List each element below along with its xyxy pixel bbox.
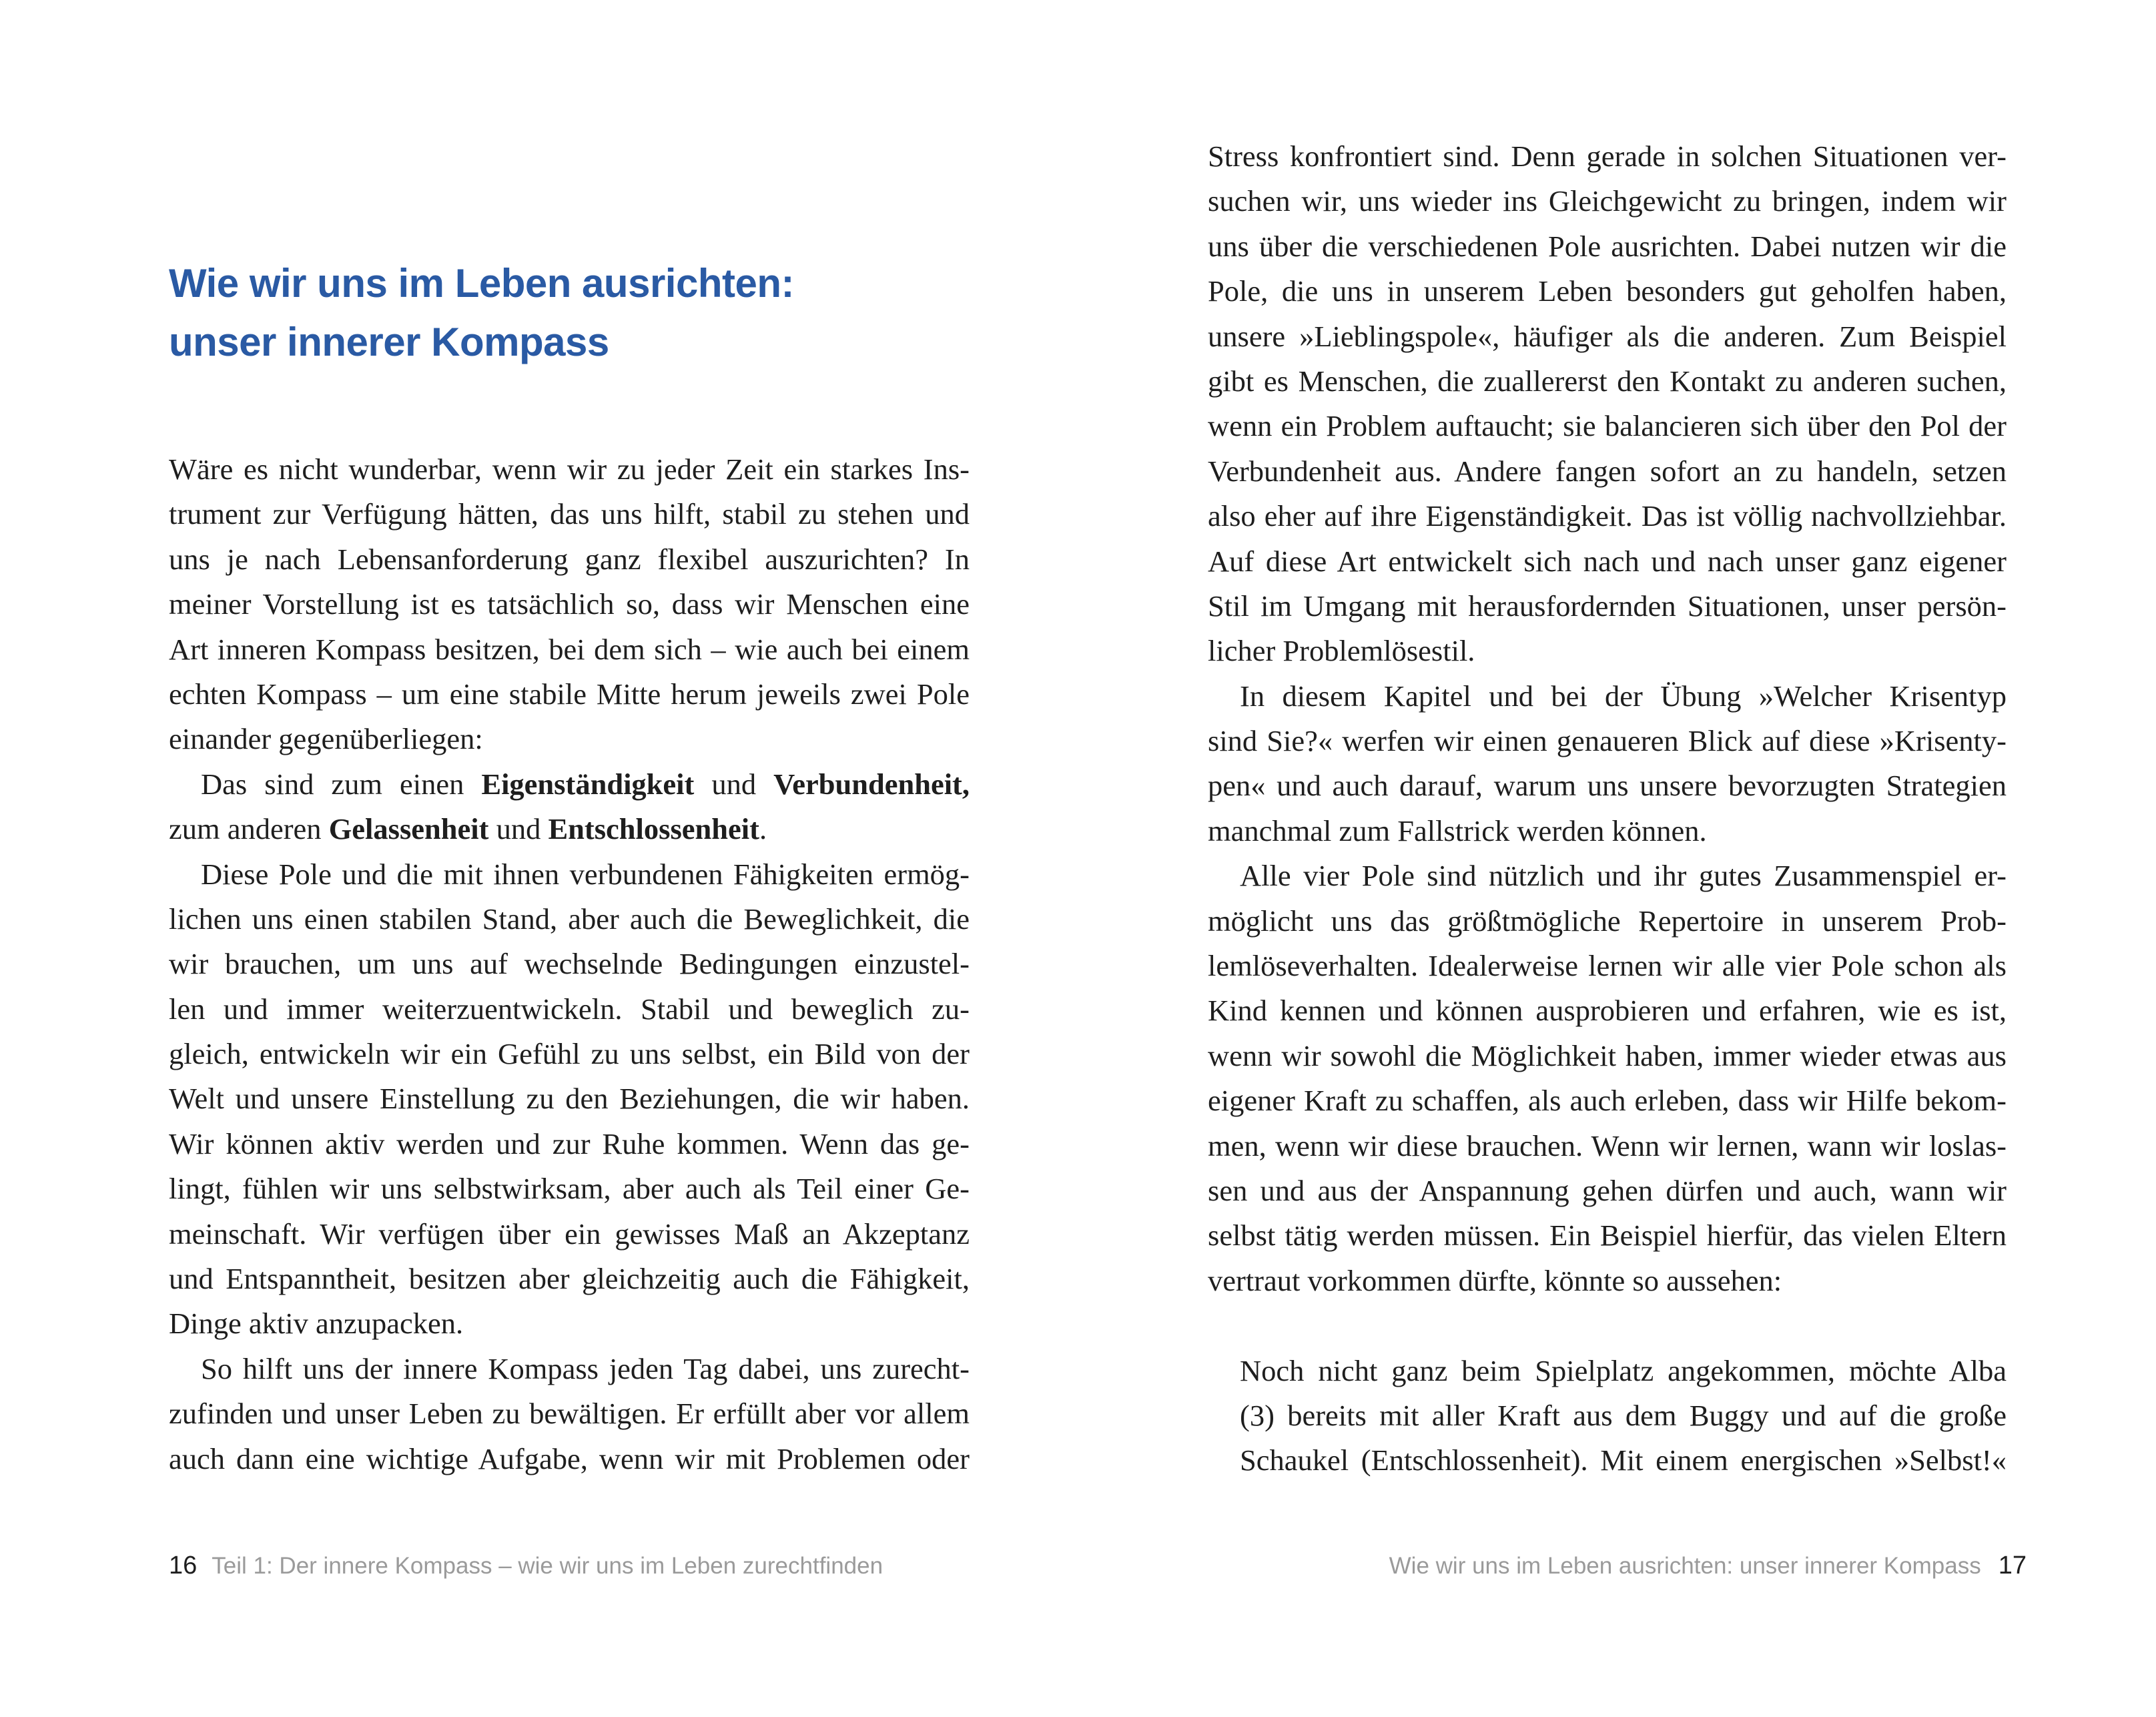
text-line: und Entspanntheit, besitzen aber gleichzeitig auch die Fähigkeit, [169, 1262, 970, 1296]
text-line: In diesem Kapitel und bei der Übung »Welcher Krisentyp [1240, 679, 2007, 713]
text-line: Auf diese Art entwickelt sich nach und nach unser ganz eigener [1208, 544, 2007, 578]
text-line: Stress konfrontiert sind. Denn gerade in solchen Situationen ver- [1208, 139, 2007, 173]
text-line: suchen wir, uns wieder ins Gleichgewicht zu bringen, indem wir [1208, 184, 2007, 218]
text-line: Wäre es nicht wunderbar, wenn wir zu jeder Zeit ein starkes Ins- [169, 452, 970, 486]
text-line: gleich, entwickeln wir ein Gefühl zu uns selbst, ein Bild von der [169, 1037, 970, 1071]
text-line: wenn wir sowohl die Möglichkeit haben, immer wieder etwas aus [1208, 1038, 2007, 1072]
text-line: So hilft uns der innere Kompass jeden Tag dabei, uns zurecht- [201, 1351, 970, 1385]
text-line: meinschaft. Wir verfügen über ein gewisses Maß an Akzeptanz [169, 1217, 970, 1251]
text-line: auch dann eine wichtige Aufgabe, wenn wir mit Problemen oder [169, 1441, 970, 1475]
text-line: men, wenn wir diese brauchen. Wenn wir lernen, wann wir loslas- [1208, 1128, 2007, 1162]
text-line: wir brauchen, um uns auf wechselnde Bedingungen einzustel- [169, 947, 970, 981]
text-line: Pole, die uns in unserem Leben besonders gut geholfen haben, [1208, 274, 2007, 308]
text-line: lemlöseverhalten. Idealerweise lernen wir alle vier Pole schon als [1208, 949, 2007, 983]
term-verbundenheit: Verbundenheit, [773, 767, 970, 801]
running-title: Wie wir uns im Leben ausrichten: unser innerer Kompass [1389, 1553, 1981, 1579]
text-line: Dinge aktiv anzupacken. [169, 1307, 464, 1341]
text-line: len und immer weiterzuentwickeln. Stabil und beweglich zu- [169, 992, 970, 1026]
example-line: (3) bereits mit aller Kraft aus dem Buggy und auf die große [1240, 1398, 2007, 1432]
text-line: licher Problemlösestil. [1208, 634, 1475, 668]
text-line: Art inneren Kompass besitzen, bei dem sich – wie auch bei einem [169, 632, 970, 666]
text-line: Stil im Umgang mit herausfordernden Situationen, unser persön- [1208, 589, 2007, 623]
text-line: Diese Pole und die mit ihnen verbundenen Fähigkeiten ermög- [201, 857, 970, 891]
text-line: Welt und unsere Einstellung zu den Beziehungen, die wir haben. [169, 1082, 970, 1116]
text-line: pen« und auch darauf, warum uns unsere bevorzugten Strategien [1208, 769, 2007, 803]
text-line: vertraut vorkommen dürfte, könnte so aussehen: [1208, 1263, 1782, 1297]
text-line: Kind kennen und können ausprobieren und erfahren, wie es ist, [1208, 994, 2007, 1028]
page-number: 16 [169, 1552, 198, 1580]
text-line: meiner Vorstellung ist es tatsächlich so, dass wir Menschen eine [169, 587, 970, 621]
term-gelassenheit: Gelassenheit [328, 812, 489, 846]
text-run: und [488, 812, 549, 846]
text-run: und [694, 767, 774, 801]
text-line: selbst tätig werden müssen. Ein Beispiel hierfür, das vielen Eltern [1208, 1219, 2007, 1253]
page-number: 17 [1998, 1552, 2027, 1580]
term-eigenstaendigkeit: Eigenständigkeit [481, 767, 695, 801]
text-line: gibt es Menschen, die zuallererst den Kontakt zu anderen suchen, [1208, 364, 2007, 398]
text-line: wenn ein Problem auftaucht; sie balancieren sich über den Pol der [1208, 409, 2007, 443]
text-line: Wir können aktiv werden und zur Ruhe kommen. Wenn das ge- [169, 1126, 970, 1160]
text-line: lingt, fühlen wir uns selbstwirksam, aber auch als Teil einer Ge- [169, 1172, 970, 1206]
heading-line: Wie wir uns im Leben ausrichten: [169, 261, 794, 306]
text-run: Das sind zum einen [201, 767, 482, 801]
text-line: unsere »Lieblingspole«, häufiger als die anderen. Zum Beispiel [1208, 319, 2007, 353]
text-line [169, 762, 970, 807]
page-footer [1389, 1546, 2027, 1586]
left-body-text [169, 447, 970, 1481]
text-line: manchmal zum Fallstrick werden können. [1208, 813, 1707, 847]
running-title: Teil 1: Der innere Kompass – wie wir uns im Leben zurechtfinden [212, 1553, 883, 1579]
text-line: Verbundenheit aus. Andere fangen sofort an zu handeln, setzen [1208, 454, 2007, 488]
text-line [169, 807, 970, 851]
text-line: sen und aus der Anspannung gehen dürfen und auch, wann wir [1208, 1173, 2007, 1207]
heading-line: unser innerer Kompass [169, 320, 609, 364]
text-line: echten Kompass – um eine stabile Mitte herum jeweils zwei Pole [169, 677, 970, 711]
example-line: Noch nicht ganz beim Spielplatz angekommen, möchte Alba [1240, 1353, 2007, 1387]
right-page [1078, 0, 2156, 1717]
text-line: sind Sie?« werfen wir einen genaueren Blick auf diese »Krisenty- [1208, 724, 2007, 758]
text-line: möglicht uns das größtmögliche Repertoire in unserem Prob- [1208, 904, 2007, 938]
text-line: also eher auf ihre Eigenständigkeit. Das ist völlig nachvollziehbar. [1208, 499, 2007, 533]
text-run: . [759, 812, 767, 846]
paragraph-spacer [1208, 1303, 2007, 1348]
page-footer [169, 1546, 883, 1586]
text-line: trument zur Verfügung hätten, das uns hilft, stabil zu stehen und [169, 497, 970, 531]
text-line: eigener Kraft zu schaffen, als auch erleben, dass wir Hilfe bekom- [1208, 1084, 2007, 1118]
term-entschlossenheit: Entschlossenheit [548, 812, 759, 846]
text-run: zum anderen [169, 812, 329, 846]
text-line: zufinden und unser Leben zu bewältigen. Er erfüllt aber vor allem [169, 1397, 970, 1431]
text-line: uns je nach Lebensanforderung ganz flexibel auszurichten? In [169, 542, 970, 576]
text-line: einander gegenüberliegen: [169, 722, 483, 756]
text-line: uns über die verschiedenen Pole ausrichten. Dabei nutzen wir die [1208, 229, 2007, 263]
text-line: Alle vier Pole sind nützlich und ihr gutes Zusammenspiel er- [1240, 859, 2007, 893]
example-line: Schaukel (Entschlossenheit). Mit einem energischen »Selbst!« [1240, 1443, 2007, 1477]
chapter-heading [169, 254, 1003, 372]
text-line: lichen uns einen stabilen Stand, aber auch die Beweglichkeit, die [169, 902, 970, 936]
right-body-text [1208, 134, 2007, 1483]
